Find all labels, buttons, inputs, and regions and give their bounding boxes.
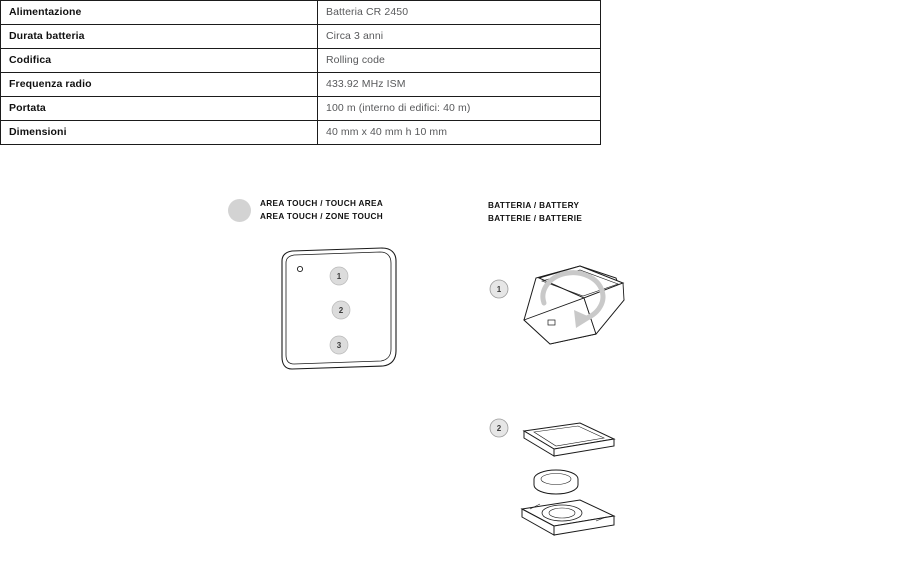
specifications-table (0, 0, 601, 145)
spec-label: Alimentazione (1, 1, 318, 25)
remote-svg (272, 245, 404, 375)
touch-area-legend-text (260, 198, 383, 223)
spec-value: 40 mm x 40 mm h 10 mm (318, 121, 601, 145)
table-row (1, 97, 601, 121)
remote-button-3-label: 3 (336, 341, 342, 350)
remote-button-2-label: 2 (338, 306, 344, 315)
battery-legend-text (488, 200, 582, 225)
spec-value: Circa 3 anni (318, 25, 601, 49)
table-row (1, 25, 601, 49)
battery-legend-line-2: BATTERIE / BATTERIE (488, 213, 583, 223)
step-1-badge-label: 1 (496, 285, 502, 294)
spec-value: 433.92 MHz ISM (318, 73, 601, 97)
touch-area-legend (228, 198, 383, 223)
spec-label: Portata (1, 97, 318, 121)
battery-compartment (542, 505, 582, 521)
battery-legend (488, 200, 582, 225)
specifications-table-body (1, 1, 601, 145)
spec-label: Durata batteria (1, 25, 318, 49)
step-2-badge-label: 2 (496, 424, 502, 433)
table-row (1, 121, 601, 145)
touch-area-swatch-icon (228, 199, 251, 222)
spec-label: Frequenza radio (1, 73, 318, 97)
spec-label: Dimensioni (1, 121, 318, 145)
battery-legend-line-1: BATTERIA / BATTERY (488, 201, 580, 210)
coin-cell-battery-side (534, 479, 578, 494)
table-row (1, 73, 601, 97)
battery-step-1-svg (484, 248, 644, 358)
battery-step-2-illustration (484, 405, 644, 545)
touch-area-legend-line-1: AREA TOUCH / TOUCH AREA (260, 199, 384, 208)
remote-illustration (272, 245, 404, 380)
battery-step-2-svg (484, 405, 644, 540)
spec-label: Codifica (1, 49, 318, 73)
table-row (1, 49, 601, 73)
touch-area-legend-line-2: AREA TOUCH / ZONE TOUCH (260, 211, 383, 221)
battery-step-1-illustration (484, 248, 644, 363)
spec-value: Rolling code (318, 49, 601, 73)
remote-button-1-label: 1 (336, 272, 342, 281)
spec-value: 100 m (interno di edifici: 40 m) (318, 97, 601, 121)
spec-value: Batteria CR 2450 (318, 1, 601, 25)
led-indicator-icon (297, 266, 302, 271)
table-row (1, 1, 601, 25)
